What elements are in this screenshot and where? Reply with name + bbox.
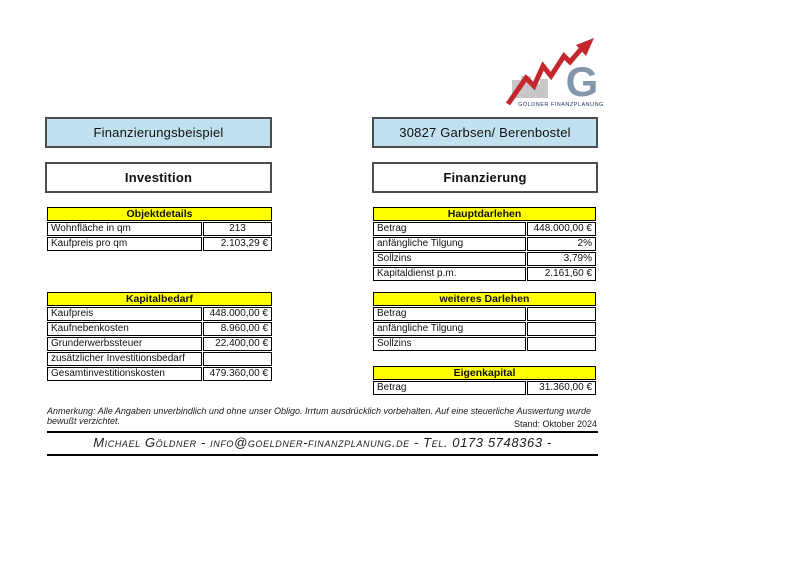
right-subtitle-box: Finanzierung [372,162,598,193]
table-eigenkapital [373,366,596,395]
row-label: anfängliche Tilgung [373,322,526,336]
row-label: Gesamtinvestitionskosten [47,367,202,381]
logo-wordmark: GÖLDNER FINANZPLANUNG [518,102,604,108]
left-subtitle-box: Investition [45,162,272,193]
row-value: 479.360,00 € [203,367,272,381]
row-value: 22.400,00 € [203,337,272,351]
row-label: Betrag [373,381,526,395]
row-label: Sollzins [373,337,526,351]
disclaimer-note: Anmerkung: Alle Angaben unverbindlich und ohne unser Obligo. Irrtum ausdrücklich vorbehalten. Auf eine steuerliche Auswertung wurde bewußt verzichtet. [47,406,591,426]
status-date: Stand: Oktober 2024 [513,419,597,429]
row-value: 8.960,00 € [203,322,272,336]
table-row [373,322,596,336]
table-row [47,307,272,321]
row-label: Kaufpreis [47,307,202,321]
row-value: 213 [203,222,272,236]
table-row [373,337,596,351]
table-kapitalbedarf [47,292,272,381]
row-value: 31.360,00 € [527,381,596,395]
row-value [527,337,596,351]
table-row [373,307,596,321]
table-row [373,252,596,266]
table-weiteres-darlehen [373,292,596,351]
right-title-box: 30827 Garbsen/ Berenbostel [372,117,598,148]
company-logo [506,36,612,108]
table-header-objektdetails: Objektdetails [47,207,272,221]
row-value [527,307,596,321]
row-label: Betrag [373,307,526,321]
table-row [47,322,272,336]
row-label: zusätzlicher Investitionsbedarf [47,352,202,366]
table-row [373,381,596,395]
table-row [373,267,596,281]
row-label: Kapitaldienst p.m. [373,267,526,281]
table-hauptdarlehen [373,207,596,281]
table-objektdetails [47,207,272,251]
row-value [527,322,596,336]
row-value: 448.000,00 € [203,307,272,321]
divider-line-bottom [47,454,598,456]
row-label: Wohnfläche in qm [47,222,202,236]
contact-line: Michael Göldner - info@goeldner-finanzplanung.de - Tel. 0173 5748363 - [93,435,552,450]
row-value: 448.000,00 € [527,222,596,236]
row-value: 2.103,29 € [203,237,272,251]
row-label: Kaufnebenkosten [47,322,202,336]
logo-letter: G [565,58,599,105]
table-header-hauptdarlehen: Hauptdarlehen [373,207,596,221]
row-label: Kaufpreis pro qm [47,237,202,251]
table-header-eigenkapital: Eigenkapital [373,366,596,380]
row-value: 3,79% [527,252,596,266]
table-row [47,352,272,366]
row-label: anfängliche Tilgung [373,237,526,251]
left-title-box: Finanzierungsbeispiel [45,117,272,148]
table-header-weiteres-darlehen: weiteres Darlehen [373,292,596,306]
table-row [373,222,596,236]
row-label: Grunderwerbssteuer [47,337,202,351]
row-value: 2.161,60 € [527,267,596,281]
table-row [47,237,272,251]
row-label: Sollzins [373,252,526,266]
table-header-kapitalbedarf: Kapitalbedarf [47,292,272,306]
table-row [47,367,272,381]
table-row [373,237,596,251]
table-row [47,337,272,351]
row-value [203,352,272,366]
row-label: Betrag [373,222,526,236]
row-value: 2% [527,237,596,251]
divider-line-top [47,431,598,433]
table-row [47,222,272,236]
